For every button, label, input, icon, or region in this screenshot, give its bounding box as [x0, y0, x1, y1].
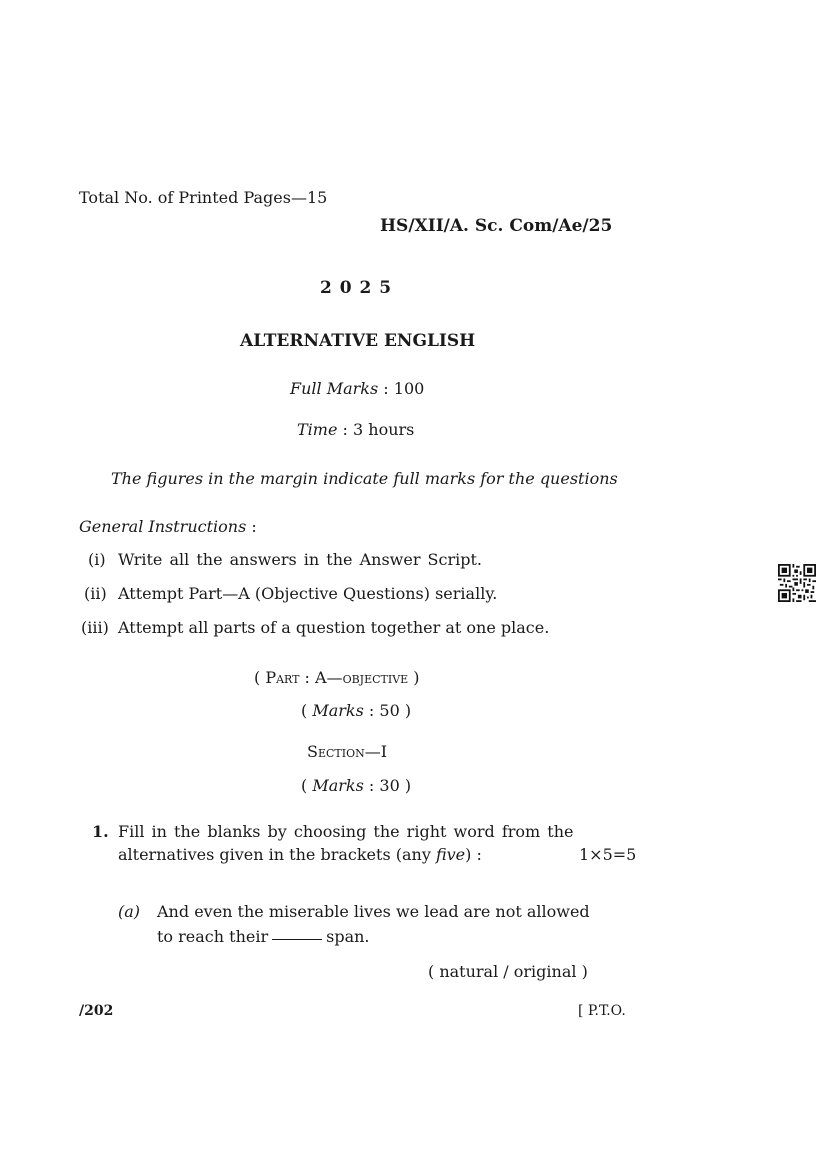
question-marks: 1×5=5 — [579, 845, 637, 864]
footer-code: /202 — [79, 1003, 114, 1019]
part-a-marks-value: : 50 ) — [368, 701, 412, 720]
part-a-marks-label: Marks — [312, 701, 364, 720]
section-marks-label: Marks — [312, 776, 364, 795]
qr-code-icon — [778, 564, 816, 602]
instruction-num: (ii) — [84, 584, 107, 603]
margin-note: The figures in the margin indicate full marks for the questions — [111, 469, 618, 488]
sub-question-line2-post: span. — [326, 927, 370, 946]
instruction-text: Write all the answers in the Answer Script. — [118, 550, 482, 569]
full-marks-label: Full Marks — [290, 379, 379, 398]
time-label: Time — [297, 420, 338, 439]
sub-question-label: (a) — [118, 902, 141, 921]
question-line2-pre: alternatives given in the brackets (any — [118, 845, 436, 864]
answer-blank — [272, 939, 322, 940]
instructions-heading-text: General Instructions — [79, 517, 247, 536]
part-a-title-text: ( Part : A—objective ) — [254, 668, 420, 687]
time-value: : 3 hours — [342, 420, 415, 439]
question-line2-italic: five — [435, 845, 466, 864]
instruction-num: (iii) — [81, 618, 109, 637]
section-title-text: Section—I — [307, 742, 388, 761]
section-marks: ( Marks : 30 ) — [301, 776, 412, 795]
exam-year: 2 0 2 5 — [320, 278, 393, 298]
question-number: 1. — [92, 822, 109, 841]
question-text-line1: Fill in the blanks by choosing the right word from the — [118, 822, 574, 841]
general-instructions-heading — [79, 517, 257, 536]
sub-question-line2-pre: to reach their — [157, 927, 269, 946]
pto-label: [ P.T.O. — [578, 1003, 626, 1019]
full-marks — [290, 379, 424, 398]
sub-question-line2 — [157, 927, 370, 946]
part-a-title — [254, 668, 420, 687]
instruction-num: (i) — [88, 550, 106, 569]
instruction-text: Attempt Part—A (Objective Questions) serially. — [118, 584, 498, 603]
total-pages: Total No. of Printed Pages—15 — [79, 188, 328, 207]
question-text-line2 — [118, 845, 482, 864]
instructions-heading-colon: : — [251, 517, 257, 536]
paper-code: HS/XII/A. Sc. Com/Ae/25 — [380, 216, 613, 236]
time — [297, 420, 414, 439]
section-title — [307, 742, 387, 761]
part-a-marks: ( Marks : 50 ) — [301, 701, 412, 720]
subject-title: ALTERNATIVE ENGLISH — [240, 331, 476, 351]
answer-options: ( natural / original ) — [428, 962, 588, 981]
instruction-text: Attempt all parts of a question together at one place. — [118, 618, 550, 637]
section-marks-value: : 30 ) — [368, 776, 412, 795]
full-marks-value: : 100 — [383, 379, 425, 398]
sub-question-line1: And even the miserable lives we lead are not allowed — [157, 902, 590, 921]
question-line2-post: ) : — [465, 845, 482, 864]
